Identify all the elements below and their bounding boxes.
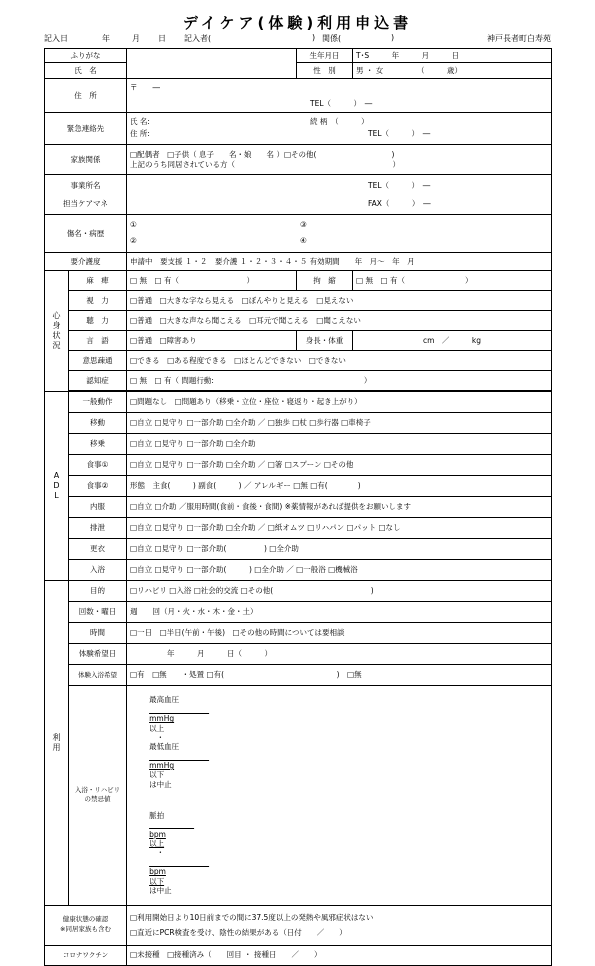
below-1: 以下 [149, 770, 165, 780]
emergency-name: 氏 名: [130, 116, 150, 126]
time-value[interactable]: □一日 □半日(午前・午後) □その他の時間については要相談 [127, 623, 552, 644]
trial-bath-label: 体験入浴希望 [69, 665, 127, 686]
emergency-label: 緊急連絡先 [45, 113, 127, 145]
sex-value[interactable]: 男 ・ 女 （ 歳） [353, 63, 552, 79]
paralysis-value[interactable]: □ 無 □ 有（ ） [127, 271, 297, 291]
disease-1: ① [130, 219, 137, 229]
disease-2: ② [130, 235, 137, 245]
mmhg-unit-2: mmHg [149, 761, 175, 770]
bpm-unit-1: bpm [149, 829, 166, 839]
adl-label-6: 排泄 [69, 518, 127, 539]
relation-close: ) [391, 33, 395, 42]
mmhg-unit-1: mmHg [149, 714, 175, 724]
adl-label-8: 入浴 [69, 560, 127, 581]
adl-value-5[interactable]: □自立 □介助 ／服用時間(食前・食後・食間) ※薬情報があれば提供をお願いします [127, 497, 552, 518]
family-label: 家族関係 [45, 145, 127, 175]
health-field[interactable] [127, 905, 552, 945]
contracture-label: 拘 縮 [297, 271, 353, 291]
adl-label-5: 内服 [69, 497, 127, 518]
stop-1: は中止 [149, 779, 172, 789]
bp-low-label: 最低血圧 [149, 742, 180, 752]
hearing-value[interactable]: □普通 □大きな声なら聞こえる □耳元で聞こえる □聞こえない [127, 311, 552, 331]
name-label: 氏 名 [45, 63, 127, 79]
health-label-1: 健康状態の確認 [62, 915, 109, 924]
vision-label: 視 力 [69, 291, 127, 311]
family-field[interactable] [127, 145, 552, 175]
sex-label: 性 別 [297, 63, 353, 79]
care-level-value[interactable]: 申請中 要支援 １・２ 要介護 １・２・３・４・５ 有効期間 年 月～ 年 月 [127, 253, 552, 271]
trial-date-value[interactable]: 年 月 日（ ） [127, 644, 552, 665]
adl-value-7[interactable]: □自立 □見守り □一部介助( ) □全介助 [127, 539, 552, 560]
family-line1: □配偶者 □子供（ 息子 名・娘 名 ）□その他( ) [130, 150, 395, 160]
stop-2: は中止 [149, 885, 172, 895]
adl-label-2: 移乗 [69, 434, 127, 455]
height-weight-value[interactable]: cm ／ kg [353, 331, 552, 351]
adl-value-3[interactable]: □自立 □見守り □一部介助 □全介助 ／ □箸 □スプーン □その他 [127, 455, 552, 476]
mind-body-group: 心身状況 [45, 271, 69, 392]
adl-value-1[interactable]: □自立 □見守り □一部介助 □全介助 ／ □独歩 □杖 □歩行器 □車椅子 [127, 413, 552, 434]
adl-group: ADL [45, 392, 69, 581]
emergency-tel: TEL（ ） ― [368, 128, 431, 138]
relation-label: 関係( [322, 34, 342, 43]
application-form [44, 48, 552, 966]
adl-value-2[interactable]: □自立 □見守り □一部介助 □全介助 [127, 434, 552, 455]
writer-close: ) [312, 33, 316, 42]
communication-value[interactable]: □できる □ある程度できる □ほとんどできない □できない [127, 351, 552, 371]
time-label: 時間 [69, 623, 127, 644]
purpose-label: 目的 [69, 581, 127, 602]
bp-high-label: 最高血圧 [149, 695, 180, 705]
vaccine-value[interactable]: □未接種 □接種済み（ 回目 ・ 接種日 ／ ） [127, 945, 552, 965]
adl-label-3: 食事① [69, 455, 127, 476]
care-level-label: 要介護度 [45, 253, 127, 271]
below-2: 以下 [149, 876, 165, 886]
above-2: 以上 [149, 839, 165, 848]
page-title: デイケア(体験)利用申込書 [182, 14, 413, 32]
dementia-label: 認知症 [69, 371, 127, 391]
disease-label: 傷名・病歴 [45, 215, 127, 253]
adl-label-4: 食事② [69, 476, 127, 497]
contraindication-field[interactable] [127, 686, 552, 906]
disease-field[interactable] [127, 215, 552, 253]
adl-value-8[interactable]: □自立 □見守り □一部介助( ) □全介助 ／ □一般浴 □機械浴 [127, 560, 552, 581]
family-line2: 上記のうち同居されている方（ ） [130, 159, 400, 169]
office-name-label: 事業所名 [70, 181, 101, 191]
disease-4: ④ [300, 235, 307, 245]
care-manager-label: 担当ケアマネ [63, 198, 108, 208]
adl-value-0[interactable]: □問題なし □問題あり（移乗・立位・座位・寝返り・起き上がり） [127, 392, 552, 413]
health-line2: □直近にPCR検査を受け、陰性の結果がある（日付 ／ ） [130, 927, 347, 937]
facility-name: 神戸長者町白寿苑 [487, 34, 551, 43]
speech-label: 言 語 [69, 331, 127, 351]
contraindication-label: 入浴・リハビリの禁忌値 [69, 686, 127, 906]
frequency-label: 回数・曜日 [69, 602, 127, 623]
pulse-label: 脈拍 [149, 810, 165, 820]
name-field[interactable] [127, 49, 297, 79]
contracture-value[interactable]: □ 無 □ 有（ ） [353, 271, 552, 291]
date-label: 記入日 [44, 34, 68, 43]
adl-value-4[interactable]: 形態 主食( ) 副食( ) ／ アレルギー □無 □有( ) [127, 476, 552, 497]
birth-value[interactable]: T･S 年 月 日 [353, 49, 552, 63]
frequency-value[interactable]: 週 回（月・火・水・木・金・土） [127, 602, 552, 623]
trial-date-label: 体験希望日 [69, 644, 127, 665]
emergency-field[interactable] [127, 113, 552, 145]
emergency-relation: 続 柄 （ ） [310, 116, 369, 126]
vision-value[interactable]: □普通 □大きな字なら見える □ぼんやりと見える □見えない [127, 291, 552, 311]
communication-label: 意思疎通 [69, 351, 127, 371]
above-1: 以上 [149, 723, 165, 733]
office-labels [45, 175, 127, 215]
header-line [44, 33, 551, 45]
hearing-label: 聴 力 [69, 311, 127, 331]
usage-group: 利用 [45, 581, 69, 906]
health-label [45, 905, 127, 945]
address-field[interactable] [127, 79, 552, 113]
address-tel: TEL（ ） ― [310, 99, 373, 108]
dot-2: ・ [156, 848, 165, 858]
furigana-label: ふりがな [45, 49, 127, 63]
office-tel: TEL（ ） ― [368, 181, 431, 191]
height-weight-label: 身長・体重 [297, 331, 353, 351]
health-label-2: ※同居家族も含む [60, 925, 111, 934]
adl-label-0: 一般動作 [69, 392, 127, 413]
date-day: 日 [158, 34, 166, 43]
date-month: 月 [132, 34, 140, 43]
speech-value[interactable]: □普通 □障害あり [127, 331, 297, 351]
adl-label-7: 更衣 [69, 539, 127, 560]
bpm-unit-2: bpm [149, 867, 166, 877]
trial-bath-value[interactable]: □有 □無 ・処置 □有( ) □無 [127, 665, 552, 686]
health-line1: □利用開始日より10日前までの間に37.5度以上の発熱や風邪症状はない [130, 913, 374, 923]
dementia-value[interactable]: □ 無 □ 有（ 問題行動: ） [127, 371, 552, 391]
purpose-value[interactable]: □リハビリ □入浴 □社会的交流 □その他( ) [127, 581, 552, 602]
dot-1: ・ [156, 732, 165, 742]
disease-3: ③ [300, 219, 307, 229]
emergency-address: 住 所: [130, 128, 150, 138]
writer-label: 記入者( [184, 34, 212, 43]
adl-value-6[interactable]: □自立 □見守り □一部介助 □全介助 ／ □紙オムツ □リハパン □パット □なし [127, 518, 552, 539]
adl-label-1: 移動 [69, 413, 127, 434]
office-fax: FAX（ ） ― [368, 198, 431, 208]
birth-label: 生年月日 [297, 49, 353, 63]
paralysis-label: 麻 痺 [69, 271, 127, 291]
office-field[interactable] [127, 175, 552, 215]
date-year: 年 [102, 34, 110, 43]
address-postal: 〒 ― [130, 82, 160, 92]
address-label: 住 所 [45, 79, 127, 113]
vaccine-label: コロナワクチン [45, 945, 127, 965]
